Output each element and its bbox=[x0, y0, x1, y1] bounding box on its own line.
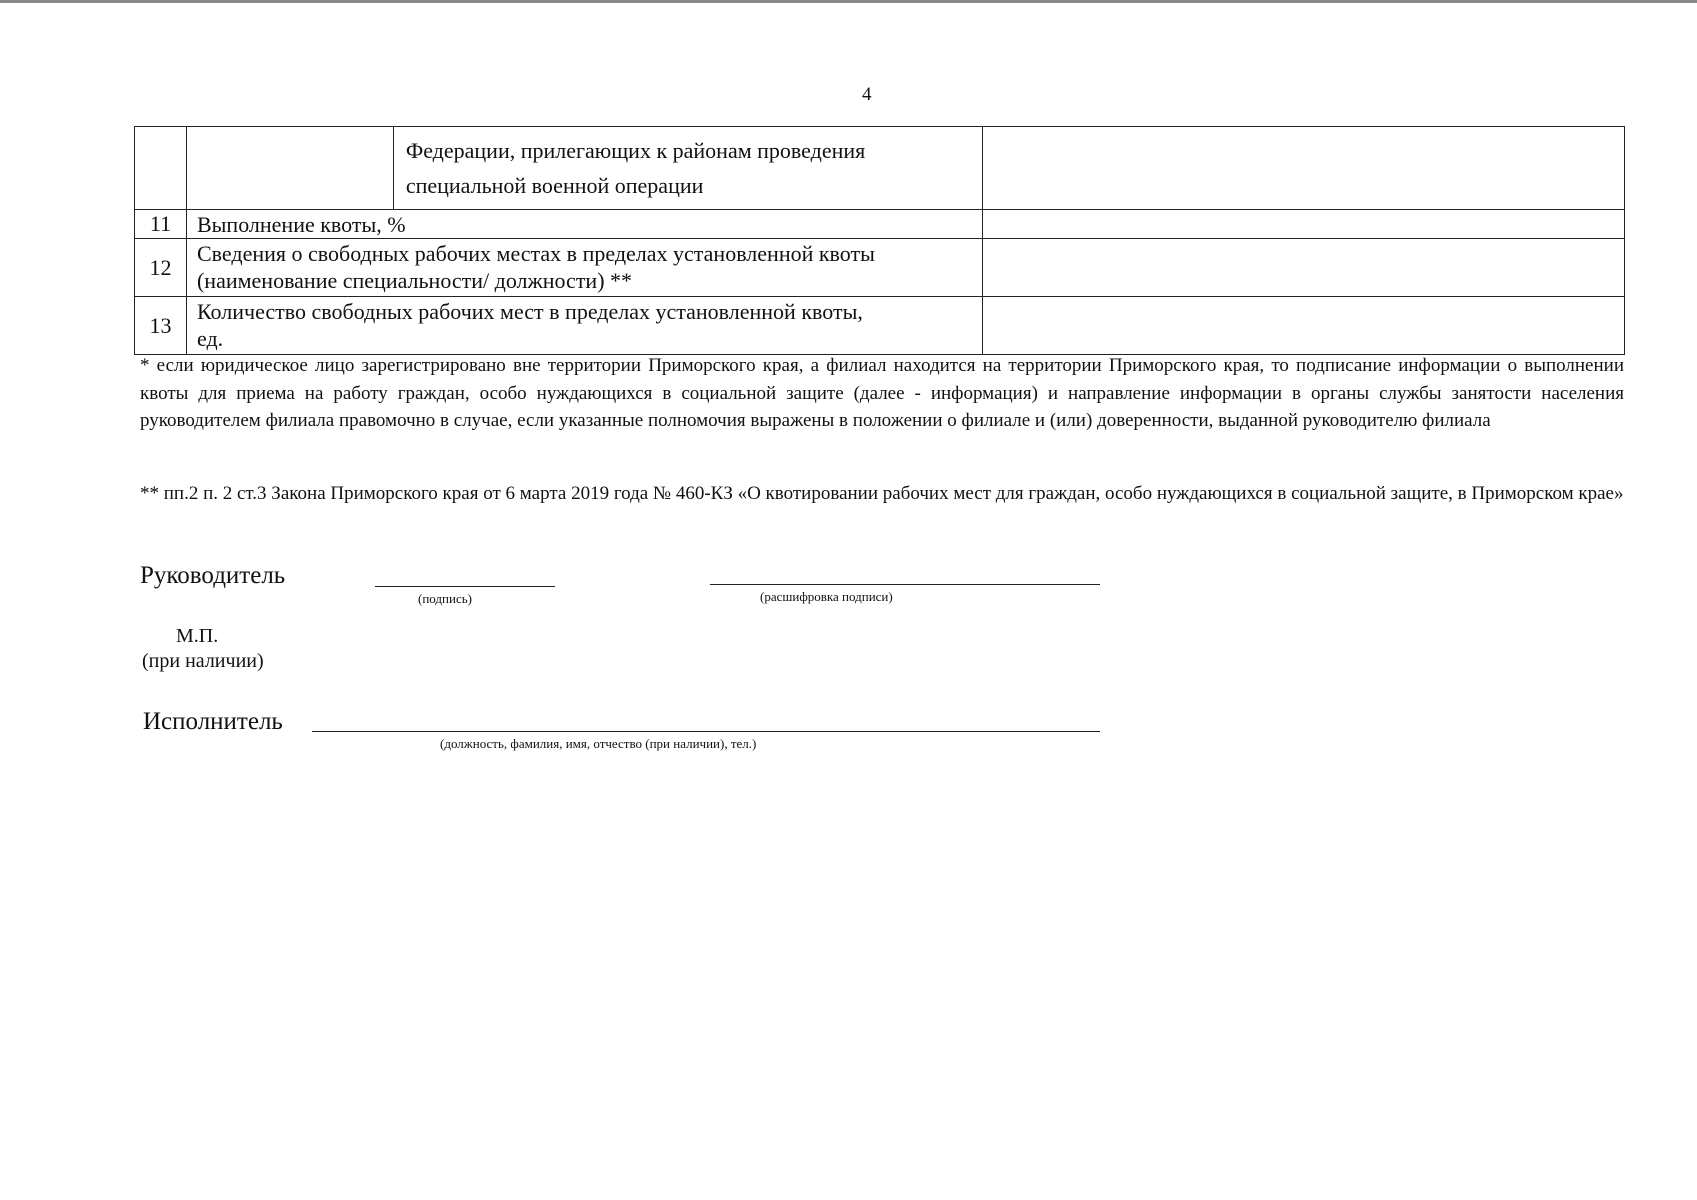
page-number: 4 bbox=[862, 84, 872, 105]
table-row bbox=[135, 210, 1625, 239]
row-value bbox=[982, 210, 1625, 239]
signature-decode-caption: (расшифровка подписи) bbox=[760, 589, 893, 604]
executor-line bbox=[312, 731, 1100, 732]
quota-table bbox=[134, 126, 1625, 355]
row-label: Количество свободных рабочих мест в пределах установленной квоты, ед. bbox=[186, 297, 982, 355]
table-row bbox=[135, 297, 1625, 355]
executor-label: Исполнитель bbox=[143, 708, 283, 735]
row-number: 11 bbox=[135, 210, 187, 239]
row-number: 13 bbox=[135, 297, 187, 355]
table-cell-value bbox=[982, 127, 1625, 210]
table-cell-continuation-text: Федерации, прилегающих к районам проведения специальной военной операции bbox=[393, 127, 982, 210]
scan-border bbox=[0, 0, 1697, 3]
footnote-law-reference: ** пп.2 п. 2 ст.3 Закона Приморского края от 6 марта 2019 года № 460-КЗ «О квотировании рабочих мест для граждан, особо нуждающихся в социальной защите, в Приморском крае» bbox=[140, 483, 1624, 504]
stamp-note: (при наличии) bbox=[142, 650, 264, 672]
signature-line bbox=[375, 586, 555, 587]
signature-caption: (подпись) bbox=[418, 591, 472, 606]
row-value bbox=[982, 239, 1625, 297]
stamp-label: М.П. bbox=[176, 625, 219, 647]
executor-caption: (должность, фамилия, имя, отчество (при наличии), тел.) bbox=[440, 736, 757, 751]
footnote-branch-signing: * если юридическое лицо зарегистрировано вне территории Приморского края, а филиал находится на территории Приморского края, то подписание информации о выполнении квоты для приема на работу граждан, особо нуждающихся в социальной защите (далее - информация) и направление информации в органы службы занятости населения руководителем филиала правомочно в случае, если указанные полномочия выражены в положении о филиале и (или) доверенности, выданной руководителю филиала bbox=[140, 355, 1624, 432]
signature-decode-line bbox=[710, 584, 1100, 585]
table-cell-empty bbox=[135, 127, 187, 210]
table-row-continuation bbox=[135, 127, 1625, 210]
table-row bbox=[135, 239, 1625, 297]
row-label: Сведения о свободных рабочих местах в пределах установленной квоты (наименование специальности/ должности) ** bbox=[186, 239, 982, 297]
table-cell-empty bbox=[186, 127, 393, 210]
row-label: Выполнение квоты, % bbox=[186, 210, 982, 239]
head-label: Руководитель bbox=[140, 562, 286, 589]
row-value bbox=[982, 297, 1625, 355]
row-number: 12 bbox=[135, 239, 187, 297]
